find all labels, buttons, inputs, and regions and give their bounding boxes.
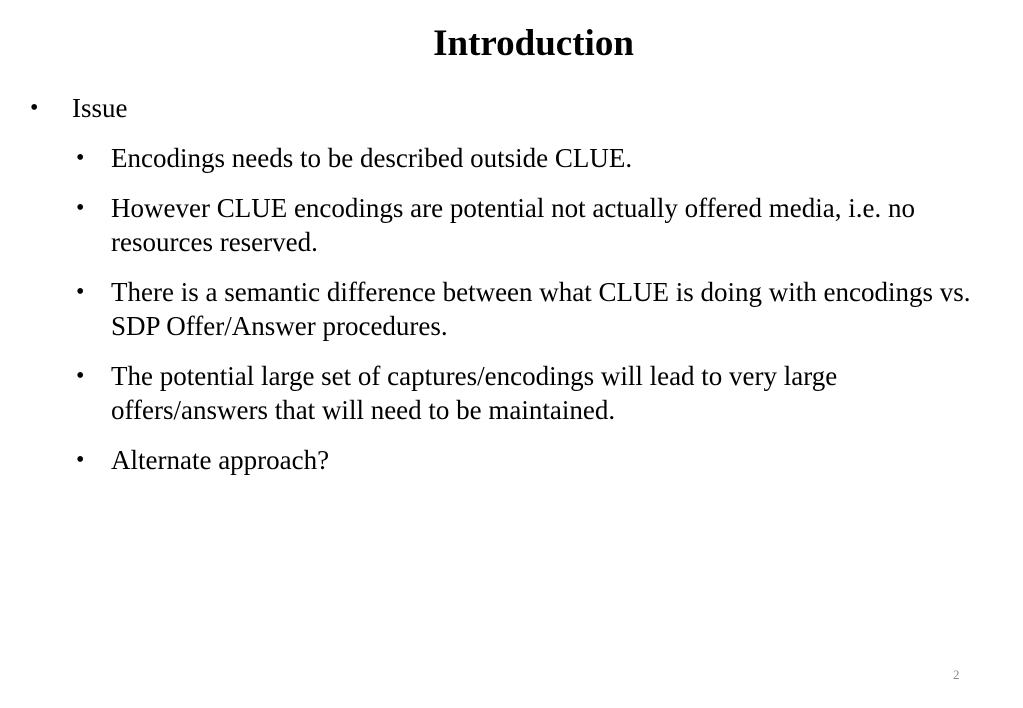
bullet-icon: • [76,279,85,305]
bullet-icon: • [76,145,85,171]
sub-bullet-item [76,191,991,259]
sub-bullet-list [76,141,991,493]
bullet-icon: • [76,447,85,473]
slide-title: Introduction [433,23,634,64]
bullet-icon: • [76,363,85,389]
bullet-icon: • [76,195,85,221]
sub-bullet-item [76,359,991,427]
bullet-text: Issue [72,93,128,123]
bullet-level1-issue [30,90,128,126]
page-number: 2 [953,667,960,682]
bullet-icon: • [30,95,39,121]
sub-bullet-item [76,275,991,343]
bullet-text: There is a semantic difference between what CLUE is doing with encodings vs. SDP Offer/Answer procedures. [111,277,971,341]
sub-bullet-item [76,141,991,175]
bullet-text: However CLUE encodings are potential not actually offered media, i.e. no resources reserved. [111,193,915,257]
bullet-text: The potential large set of captures/encodings will lead to very large offers/answers that will need to be maintained. [111,361,838,425]
sub-bullet-item [76,443,991,477]
bullet-text: Encodings needs to be described outside CLUE. [111,143,633,173]
bullet-text: Alternate approach? [111,445,330,475]
